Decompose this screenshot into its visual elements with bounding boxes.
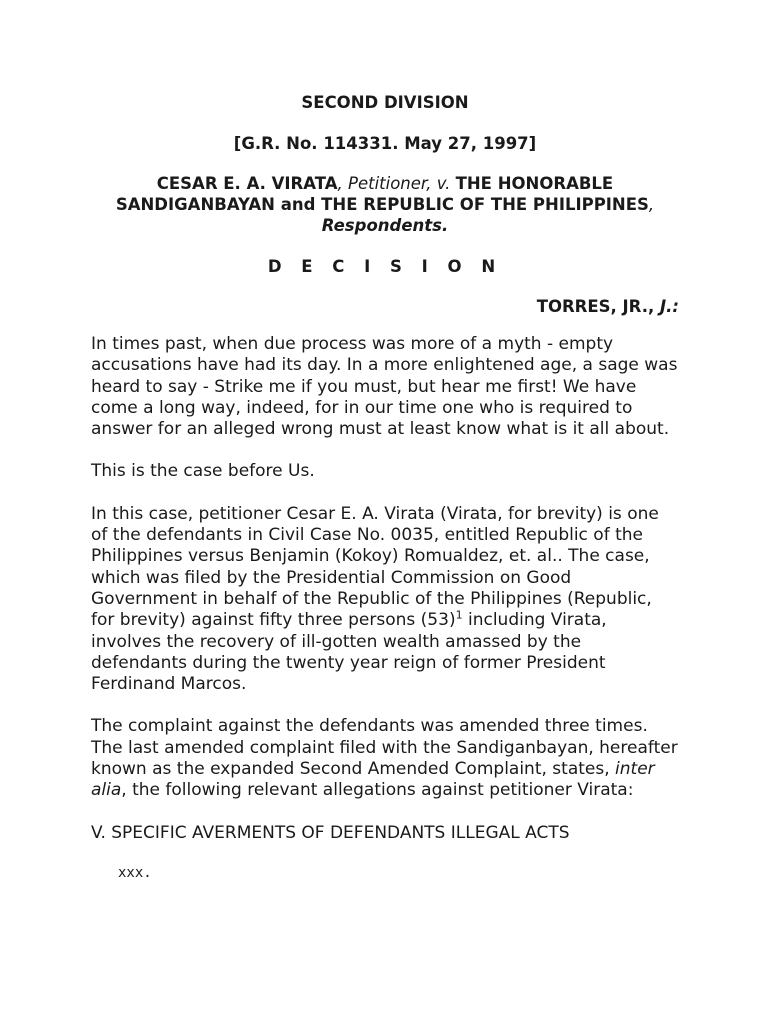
paragraph-intro: In times past, when due process was more of a myth - empty accusations have had its day. In a more enlightened age, a sage was heard to say - Strike me if you must, but hear me first! We have come a long way, indeed, for in our time one who is required to answer for an alleged wrong must at least know what is it all about.	[91, 334, 678, 440]
petitioner-role: Petitioner	[348, 174, 427, 193]
paragraph-case-facts	[91, 504, 679, 696]
paragraph-text: including Virata, involves the recovery of ill-gotten wealth amassed by the defendants during the twenty year reign of former President Ferdinand Marcos.	[91, 610, 607, 695]
omission-marker: xxx.	[118, 864, 152, 881]
division-heading: SECOND DIVISION	[301, 93, 469, 112]
ponente-name: TORRES, JR.,	[536, 297, 660, 316]
paragraph-text: , the following relevant allegations against petitioner Virata:	[121, 780, 634, 801]
ponente-title: J.:	[659, 297, 679, 316]
comma: ,	[426, 174, 437, 193]
italic-phrase: inter alia	[91, 759, 655, 801]
document-page	[91, 92, 679, 884]
paragraph-complaint	[91, 716, 679, 801]
respondents-name: THE HONORABLE SANDIGANBAYAN and THE REPUBLIC OF THE PHILIPPINES	[115, 174, 649, 214]
section-heading-specific-averments: V. SPECIFIC AVERMENTS OF DEFENDANTS ILLEGAL ACTS	[91, 822, 570, 843]
comma: ,	[337, 174, 348, 193]
versus: v	[436, 174, 446, 193]
petitioner-name: CESAR E. A. VIRATA	[156, 174, 338, 193]
decision-heading: D E C I S I O N	[267, 257, 503, 276]
respondents-role: Respondents.	[321, 216, 449, 235]
versus-tail: .	[445, 174, 456, 193]
ponente	[91, 296, 679, 317]
paragraph-case-before-us: This is the case before Us.	[91, 461, 315, 482]
case-parties	[91, 173, 679, 236]
footnote-reference[interactable]: 1	[455, 608, 463, 622]
paragraph-text: The complaint against the defendants was amended three times. The last amended complaint filed with the Sandiganbayan, hereafter known as the expanded Second Amended Complaint, states,	[91, 716, 678, 780]
comma: ,	[648, 195, 655, 214]
paragraph-text: In this case, petitioner Cesar E. A. Virata (Virata, for brevity) is one of the defendants in Civil Case No. 0035, entitled Republic of the Philippines versus Benjamin (Kokoy) Romualdez, et. al.. The case, which was filed by the Presidential Commission on Good Government in behalf of the Republic of the Philippines (Republic, for brevity) against fifty three persons (53)	[91, 503, 659, 631]
case-number-heading: [G.R. No. 114331. May 27, 1997]	[233, 134, 537, 153]
